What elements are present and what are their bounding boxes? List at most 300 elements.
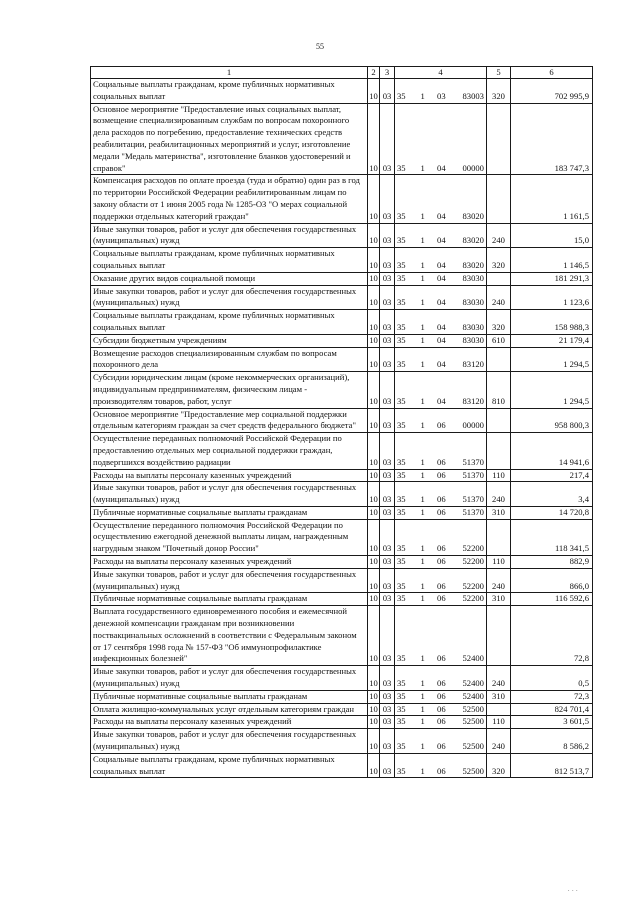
target-code-part: 83120 [462, 395, 484, 406]
target-code-part: 35 [397, 297, 406, 308]
target-code-part: 1 [420, 506, 425, 517]
target-code-part: 00000 [462, 162, 484, 173]
target-code-part: 1 [420, 210, 425, 221]
table-header-row [91, 67, 593, 79]
target-code-part: 35 [397, 543, 406, 554]
target-code-parts [397, 211, 484, 223]
target-code-part: 1 [420, 593, 425, 604]
header-col-6: 6 [511, 67, 593, 79]
target-code-part: 04 [437, 334, 446, 345]
target-code-parts [397, 507, 484, 519]
row-target-code [395, 175, 487, 223]
target-code-part: 04 [437, 297, 446, 308]
row-section: 10 [368, 103, 380, 175]
row-target-code [395, 285, 487, 310]
row-name: Социальные выплаты гражданам, кроме публичных нормативных социальных выплат [91, 248, 368, 273]
target-code-part: 35 [397, 653, 406, 664]
row-section: 10 [368, 175, 380, 223]
target-code-parts [397, 494, 484, 506]
row-name: Публичные нормативные социальные выплаты гражданам [91, 506, 368, 519]
row-amount: 158 988,3 [511, 310, 593, 335]
budget-table [90, 66, 593, 778]
target-code-part: 06 [437, 494, 446, 505]
target-code-parts [397, 704, 484, 716]
row-subsection: 03 [380, 506, 395, 519]
target-code-part: 52500 [462, 765, 484, 776]
target-code-part: 1 [420, 259, 425, 270]
target-code-part: 06 [437, 653, 446, 664]
row-target-code [395, 248, 487, 273]
target-code-parts [397, 420, 484, 432]
target-code-part: 35 [397, 395, 406, 406]
row-expense-type [487, 606, 511, 666]
row-amount: 72,8 [511, 606, 593, 666]
target-code-part: 1 [420, 543, 425, 554]
row-amount: 1 123,6 [511, 285, 593, 310]
table-row [91, 469, 593, 482]
target-code-part: 51370 [462, 494, 484, 505]
target-code-part: 04 [437, 359, 446, 370]
row-section: 10 [368, 334, 380, 347]
row-subsection: 03 [380, 285, 395, 310]
row-name: Расходы на выплаты персоналу казенных учреждений [91, 469, 368, 482]
target-code-part: 1 [420, 321, 425, 332]
target-code-part: 35 [397, 420, 406, 431]
row-section: 10 [368, 690, 380, 703]
row-name: Осуществление переданного полномочия Российской Федерации по осуществлению ежегодной денежной выплаты лицам, награжденным нагрудным знаком "Почетный донор России" [91, 519, 368, 555]
target-code-parts [397, 716, 484, 728]
row-subsection: 03 [380, 666, 395, 691]
row-expense-type: 240 [487, 285, 511, 310]
row-name: Субсидии бюджетным учреждениям [91, 334, 368, 347]
row-expense-type: 110 [487, 556, 511, 569]
row-target-code [395, 372, 487, 408]
target-code-part: 06 [437, 716, 446, 727]
target-code-part: 35 [397, 703, 406, 714]
row-target-code [395, 716, 487, 729]
row-subsection: 03 [380, 433, 395, 469]
table-row [91, 729, 593, 754]
target-code-part: 83003 [462, 90, 484, 101]
row-target-code [395, 593, 487, 606]
table-row [91, 606, 593, 666]
table-row [91, 347, 593, 372]
target-code-parts [397, 593, 484, 605]
target-code-part: 35 [397, 272, 406, 283]
target-code-part: 1 [420, 741, 425, 752]
target-code-parts [397, 470, 484, 482]
table-row [91, 372, 593, 408]
table-row [91, 519, 593, 555]
target-code-part: 52200 [462, 580, 484, 591]
row-name: Оплата жилищно-коммунальных услуг отдельным категориям граждан [91, 703, 368, 716]
row-section: 10 [368, 716, 380, 729]
row-subsection: 03 [380, 347, 395, 372]
row-name: Осуществление переданных полномочий Российской Федерации по предоставлению отдельных мер социальной поддержки граждан, подвергшихся воздействию радиации [91, 433, 368, 469]
target-code-part: 35 [397, 162, 406, 173]
table-row [91, 716, 593, 729]
row-subsection: 03 [380, 568, 395, 593]
row-expense-type: 240 [487, 482, 511, 507]
row-target-code [395, 519, 487, 555]
target-code-part: 52500 [462, 703, 484, 714]
row-subsection: 03 [380, 482, 395, 507]
row-name: Основное мероприятие "Предоставление иных социальных выплат, возмещение специализированным службам по вопросам похоронного дела расходов по погребению, предоставление технических средств реабилитации, реабилитационных мероприятий и услуг, изготовление медали "Медаль материнства", изготовление бланков удостоверений и справок" [91, 103, 368, 175]
row-name: Социальные выплаты гражданам, кроме публичных нормативных социальных выплат [91, 753, 368, 778]
row-name: Иные закупки товаров, работ и услуг для обеспечения государственных (муниципальных) нужд [91, 568, 368, 593]
target-code-parts [397, 653, 484, 665]
target-code-parts [397, 678, 484, 690]
row-amount: 1 161,5 [511, 175, 593, 223]
row-target-code [395, 753, 487, 778]
row-target-code [395, 606, 487, 666]
row-subsection: 03 [380, 703, 395, 716]
row-subsection: 03 [380, 79, 395, 104]
row-expense-type: 610 [487, 334, 511, 347]
target-code-part: 35 [397, 321, 406, 332]
row-name: Компенсация расходов по оплате проезда (туда и обратно) один раз в год по территории Российской Федерации реабилитированным лицам по закону области от 1 июня 2005 года № 1285-ОЗ "О мерах социальной поддержки отдельных категорий граждан" [91, 175, 368, 223]
target-code-part: 1 [420, 678, 425, 689]
target-code-parts [397, 260, 484, 272]
row-section: 10 [368, 482, 380, 507]
row-expense-type [487, 433, 511, 469]
table-row [91, 334, 593, 347]
row-expense-type [487, 103, 511, 175]
row-amount: 1 294,5 [511, 347, 593, 372]
target-code-part: 1 [420, 420, 425, 431]
table-row [91, 223, 593, 248]
corner-mark: · · · [567, 887, 578, 895]
target-code-parts [397, 91, 484, 103]
row-expense-type: 320 [487, 248, 511, 273]
row-amount: 702 995,9 [511, 79, 593, 104]
row-subsection: 03 [380, 248, 395, 273]
row-expense-type: 320 [487, 310, 511, 335]
target-code-part: 1 [420, 716, 425, 727]
row-name: Публичные нормативные социальные выплаты гражданам [91, 690, 368, 703]
row-name: Оказание других видов социальной помощи [91, 272, 368, 285]
target-code-part: 06 [437, 506, 446, 517]
row-name: Субсидии юридическим лицам (кроме некоммерческих организаций), индивидуальным предпринимателям, физическим лицам - производителям товаров, работ, услуг [91, 372, 368, 408]
table-row [91, 753, 593, 778]
table-row [91, 285, 593, 310]
table-row [91, 175, 593, 223]
row-section: 10 [368, 433, 380, 469]
target-code-part: 83030 [462, 297, 484, 308]
row-amount: 72,3 [511, 690, 593, 703]
row-name: Иные закупки товаров, работ и услуг для обеспечения государственных (муниципальных) нужд [91, 482, 368, 507]
target-code-parts [397, 359, 484, 371]
row-section: 10 [368, 79, 380, 104]
target-code-parts [397, 235, 484, 247]
target-code-part: 04 [437, 272, 446, 283]
target-code-parts [397, 457, 484, 469]
row-amount: 866,0 [511, 568, 593, 593]
row-target-code [395, 408, 487, 433]
row-amount: 882,9 [511, 556, 593, 569]
row-subsection: 03 [380, 753, 395, 778]
target-code-part: 1 [420, 494, 425, 505]
target-code-part: 1 [420, 703, 425, 714]
target-code-part: 06 [437, 678, 446, 689]
row-section: 10 [368, 568, 380, 593]
row-name: Расходы на выплаты персоналу казенных учреждений [91, 556, 368, 569]
target-code-part: 35 [397, 90, 406, 101]
row-name: Социальные выплаты гражданам, кроме публичных нормативных социальных выплат [91, 310, 368, 335]
row-subsection: 03 [380, 408, 395, 433]
row-subsection: 03 [380, 175, 395, 223]
target-code-part: 35 [397, 359, 406, 370]
row-name: Социальные выплаты гражданам, кроме публичных нормативных социальных выплат [91, 79, 368, 104]
target-code-part: 1 [420, 395, 425, 406]
row-subsection: 03 [380, 593, 395, 606]
target-code-part: 35 [397, 690, 406, 701]
row-amount: 1 146,5 [511, 248, 593, 273]
target-code-part: 06 [437, 741, 446, 752]
target-code-part: 1 [420, 456, 425, 467]
target-code-part: 35 [397, 580, 406, 591]
target-code-part: 51370 [462, 456, 484, 467]
row-target-code [395, 666, 487, 691]
target-code-part: 35 [397, 469, 406, 480]
table-row [91, 103, 593, 175]
target-code-part: 06 [437, 593, 446, 604]
target-code-part: 04 [437, 162, 446, 173]
row-subsection: 03 [380, 372, 395, 408]
row-section: 10 [368, 347, 380, 372]
header-col-5: 5 [487, 67, 511, 79]
row-expense-type: 310 [487, 690, 511, 703]
row-amount: 812 513,7 [511, 753, 593, 778]
target-code-parts [397, 556, 484, 568]
row-expense-type [487, 703, 511, 716]
row-section: 10 [368, 753, 380, 778]
table-row [91, 248, 593, 273]
header-col-1: 1 [91, 67, 368, 79]
row-amount: 3 601,5 [511, 716, 593, 729]
row-expense-type [487, 347, 511, 372]
row-target-code [395, 310, 487, 335]
target-code-part: 06 [437, 765, 446, 776]
table-row [91, 482, 593, 507]
row-subsection: 03 [380, 103, 395, 175]
row-subsection: 03 [380, 729, 395, 754]
row-section: 10 [368, 285, 380, 310]
row-expense-type: 240 [487, 568, 511, 593]
row-section: 10 [368, 593, 380, 606]
header-col-3: 3 [380, 67, 395, 79]
row-target-code [395, 103, 487, 175]
target-code-part: 83120 [462, 359, 484, 370]
target-code-part: 51370 [462, 469, 484, 480]
target-code-part: 83020 [462, 210, 484, 221]
row-name: Иные закупки товаров, работ и услуг для обеспечения государственных (муниципальных) нужд [91, 729, 368, 754]
row-expense-type: 320 [487, 79, 511, 104]
table-row [91, 79, 593, 104]
row-target-code [395, 79, 487, 104]
target-code-part: 1 [420, 90, 425, 101]
table-row [91, 310, 593, 335]
row-amount: 21 179,4 [511, 334, 593, 347]
target-code-part: 83020 [462, 235, 484, 246]
target-code-parts [397, 581, 484, 593]
row-target-code [395, 347, 487, 372]
row-name: Выплата государственного единовременного пособия и ежемесячной денежной компенсации гражданам при возникновении поствакцинальных осложнений в соответствии с Федеральным законом от 17 сентября 1998 года № 157-ФЗ "Об иммунопрофилактике инфекционных болезней" [91, 606, 368, 666]
target-code-part: 06 [437, 456, 446, 467]
row-section: 10 [368, 223, 380, 248]
row-subsection: 03 [380, 519, 395, 555]
row-section: 10 [368, 666, 380, 691]
row-target-code [395, 272, 487, 285]
table-row [91, 703, 593, 716]
row-section: 10 [368, 729, 380, 754]
target-code-part: 35 [397, 210, 406, 221]
target-code-part: 35 [397, 506, 406, 517]
row-target-code [395, 334, 487, 347]
row-target-code [395, 690, 487, 703]
target-code-part: 35 [397, 716, 406, 727]
target-code-part: 04 [437, 395, 446, 406]
target-code-part: 03 [437, 90, 446, 101]
target-code-part: 52500 [462, 741, 484, 752]
row-section: 10 [368, 310, 380, 335]
row-amount: 14 720,8 [511, 506, 593, 519]
target-code-part: 1 [420, 469, 425, 480]
row-expense-type: 240 [487, 223, 511, 248]
row-amount: 15,0 [511, 223, 593, 248]
target-code-part: 04 [437, 235, 446, 246]
header-col-4: 4 [395, 67, 487, 79]
row-target-code [395, 506, 487, 519]
target-code-part: 04 [437, 210, 446, 221]
target-code-part: 06 [437, 690, 446, 701]
row-expense-type: 240 [487, 666, 511, 691]
target-code-part: 52400 [462, 678, 484, 689]
row-subsection: 03 [380, 606, 395, 666]
target-code-part: 06 [437, 703, 446, 714]
target-code-part: 52200 [462, 593, 484, 604]
table-row [91, 272, 593, 285]
row-section: 10 [368, 272, 380, 285]
page-number: 55 [316, 42, 324, 51]
table-row [91, 593, 593, 606]
target-code-part: 1 [420, 162, 425, 173]
row-name: Иные закупки товаров, работ и услуг для обеспечения государственных (муниципальных) нужд [91, 223, 368, 248]
row-name: Возмещение расходов специализированным службам по вопросам похоронного дела [91, 347, 368, 372]
target-code-part: 1 [420, 297, 425, 308]
row-amount: 116 592,6 [511, 593, 593, 606]
target-code-part: 35 [397, 593, 406, 604]
row-subsection: 03 [380, 556, 395, 569]
row-target-code [395, 703, 487, 716]
table-row [91, 408, 593, 433]
row-amount: 14 941,6 [511, 433, 593, 469]
row-section: 10 [368, 469, 380, 482]
row-section: 10 [368, 556, 380, 569]
target-code-part: 35 [397, 765, 406, 776]
row-name: Расходы на выплаты персоналу казенных учреждений [91, 716, 368, 729]
row-amount: 824 701,4 [511, 703, 593, 716]
target-code-part: 06 [437, 580, 446, 591]
target-code-part: 35 [397, 456, 406, 467]
target-code-part: 83030 [462, 334, 484, 345]
row-expense-type: 110 [487, 716, 511, 729]
target-code-part: 51370 [462, 506, 484, 517]
target-code-part: 1 [420, 272, 425, 283]
row-expense-type: 240 [487, 729, 511, 754]
target-code-parts [397, 543, 484, 555]
row-section: 10 [368, 506, 380, 519]
row-subsection: 03 [380, 690, 395, 703]
row-amount: 217,4 [511, 469, 593, 482]
row-section: 10 [368, 519, 380, 555]
row-expense-type: 310 [487, 593, 511, 606]
target-code-part: 06 [437, 543, 446, 554]
row-amount: 958 800,3 [511, 408, 593, 433]
row-expense-type: 110 [487, 469, 511, 482]
row-expense-type [487, 519, 511, 555]
target-code-part: 35 [397, 235, 406, 246]
row-expense-type: 310 [487, 506, 511, 519]
target-code-parts [397, 741, 484, 753]
table-row [91, 556, 593, 569]
target-code-parts [397, 691, 484, 703]
target-code-part: 35 [397, 741, 406, 752]
row-subsection: 03 [380, 272, 395, 285]
row-section: 10 [368, 606, 380, 666]
target-code-part: 1 [420, 556, 425, 567]
table-row [91, 666, 593, 691]
row-name: Иные закупки товаров, работ и услуг для обеспечения государственных (муниципальных) нужд [91, 285, 368, 310]
table-row [91, 568, 593, 593]
target-code-part: 52400 [462, 653, 484, 664]
target-code-part: 52200 [462, 543, 484, 554]
row-amount: 183 747,3 [511, 103, 593, 175]
row-amount: 0,5 [511, 666, 593, 691]
target-code-part: 04 [437, 321, 446, 332]
target-code-part: 06 [437, 420, 446, 431]
target-code-parts [397, 322, 484, 334]
target-code-part: 35 [397, 259, 406, 270]
target-code-part: 1 [420, 235, 425, 246]
target-code-part: 83030 [462, 272, 484, 283]
target-code-part: 1 [420, 334, 425, 345]
table-row [91, 433, 593, 469]
target-code-part: 1 [420, 653, 425, 664]
target-code-part: 00000 [462, 420, 484, 431]
row-expense-type: 810 [487, 372, 511, 408]
row-section: 10 [368, 372, 380, 408]
table-row [91, 690, 593, 703]
row-amount: 8 586,2 [511, 729, 593, 754]
target-code-part: 52400 [462, 690, 484, 701]
target-code-parts [397, 273, 484, 285]
row-amount: 118 341,5 [511, 519, 593, 555]
row-section: 10 [368, 248, 380, 273]
target-code-part: 35 [397, 678, 406, 689]
row-subsection: 03 [380, 334, 395, 347]
row-expense-type: 320 [487, 753, 511, 778]
table-row [91, 506, 593, 519]
target-code-part: 52200 [462, 556, 484, 567]
row-name: Публичные нормативные социальные выплаты гражданам [91, 593, 368, 606]
row-amount: 3,4 [511, 482, 593, 507]
row-target-code [395, 433, 487, 469]
row-section: 10 [368, 408, 380, 433]
target-code-part: 04 [437, 259, 446, 270]
target-code-part: 35 [397, 494, 406, 505]
budget-table-body [91, 67, 593, 778]
